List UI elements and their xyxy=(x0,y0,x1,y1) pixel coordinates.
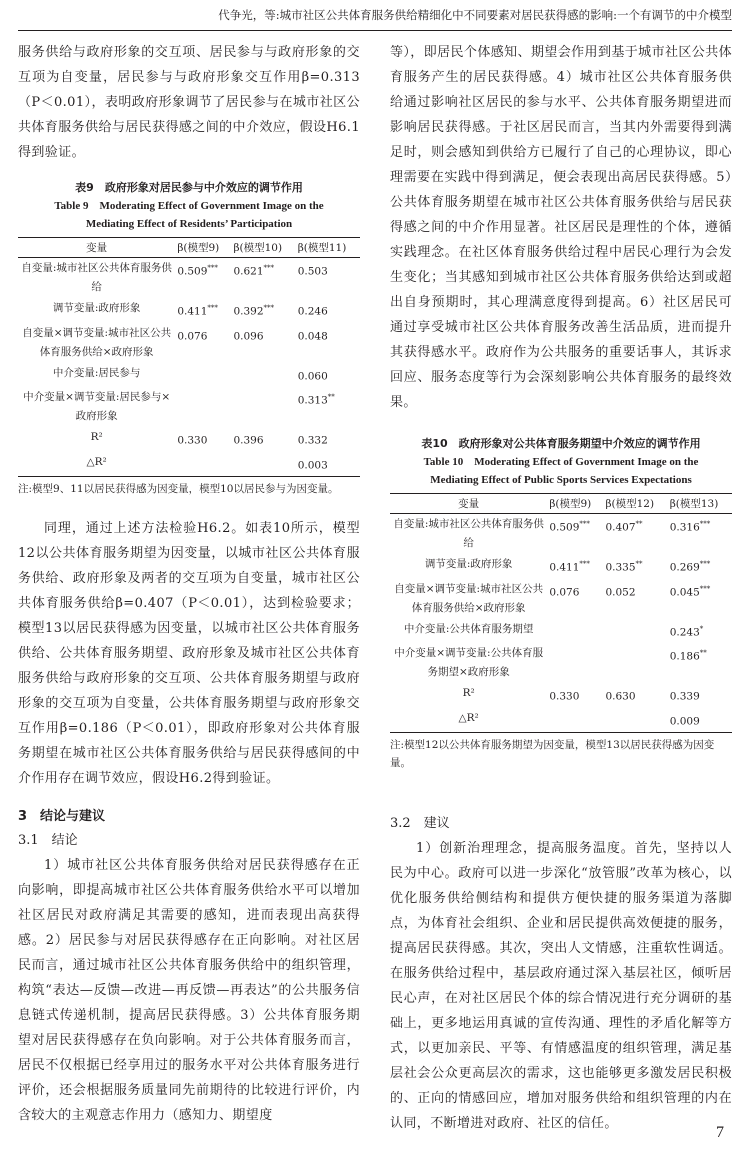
table-cell-variable: 自变量:城市社区公共体育服务供给 xyxy=(393,518,544,549)
coefficient: 0.060 xyxy=(297,370,328,382)
table-cell-value xyxy=(231,298,295,323)
table-cell-value xyxy=(603,708,667,733)
significance-stars: ** xyxy=(327,393,335,401)
significance-stars: *** xyxy=(207,304,218,312)
coefficient: 0.076 xyxy=(549,586,580,598)
coefficient: 0.246 xyxy=(297,305,328,318)
body-paragraph: 等），即居民个体感知、期望会作用到基于城市社区公共体育服务产生的居民获得感。4）城市社区公共体育服务供给通过影响社区居民的参与水平、公共体育服务期望进而影响居民获得感。于社区居民而言，当其内外需要得到满足时，则会感知到供给方已履行了自己的心理协议，即心理需要在实践中得到满足，便会表现出高居民获得感。5）公共体育服务期望在城市社区公共体育服务供给与居民获得感之间的中介作用显著。社区居民是理性的个体，遵循实践理念。在社区体育服务供给过程中居民心理行为会发生变化；当其感知到城市社区公共体育服务供给达到或超出自身预期时，其心理满意度得到提高。6）社区居民可通过享受城市社区公共体育服务改善生活品质，进而提升其获得感水平。政府作为公共服务的重要话事人，其诉求回应、服务态度等行为会深刻影响公共体育服务的最终效果。 xyxy=(390,45,732,410)
table-cell-value xyxy=(547,708,603,733)
significance-stars: *** xyxy=(699,560,711,568)
table-cell-value xyxy=(603,579,667,619)
table-cell-value xyxy=(231,452,295,477)
table-caption-en: Mediating Effect of Public Sports Services Expectations xyxy=(430,474,692,486)
body-paragraph: 1）创新治理理念，提高服务温度。首先，坚持以人民为中心。政府可以进一步深化“放管服”改革为核心，以优化服务供给侧结构和提供方便快捷的服务渠道为落脚点，为体育社会组织、企业和居民提供高效便捷的服务，提高居民获得感。其次，突出人文情感，注重软性调适。在服务供给过程中，基层政府通过深入基层社区，倾听居民心声，在对社区居民个体的综合情况进行充分调研的基础上，更多地运用真诚的宣传沟通、理性的矛盾化解等方式，以更加亲民、平等、有情感温度的组织管理，满足基层社会公众更高层次的需求，这也能够更多激发居民积极的、正向的情感回应，增加对服务供给和组织管理的内在认同，不断增进对政府、社区的信任。 xyxy=(390,841,732,1131)
significance-stars: *** xyxy=(699,584,711,593)
coefficient: 0.186 xyxy=(669,650,700,663)
table-cell-value xyxy=(547,643,603,683)
table-header: β(模型12) xyxy=(603,494,667,514)
significance-stars: ** xyxy=(635,560,643,568)
table-row xyxy=(390,643,732,683)
table-cell-value xyxy=(668,619,732,644)
table-cell-value xyxy=(668,643,732,683)
coefficient: 0.052 xyxy=(605,586,636,598)
subsection-heading: 3.2 建议 xyxy=(390,816,450,831)
table-cell-value xyxy=(175,387,231,427)
coefficient: 0.407 xyxy=(605,521,636,534)
table-cell-value xyxy=(231,363,295,388)
coefficient: 0.509 xyxy=(177,265,208,278)
table-cell-value xyxy=(175,258,231,299)
table-cell-value xyxy=(296,452,360,477)
significance-stars: *** xyxy=(699,520,711,528)
table-row xyxy=(390,683,732,708)
table-cell-value xyxy=(603,554,667,579)
table-row xyxy=(18,298,360,323)
table-cell-variable: 中介变量:公共体育服务期望 xyxy=(403,622,534,635)
table-cell-value xyxy=(296,363,360,388)
right-column xyxy=(390,40,732,1136)
table-header: 变量 xyxy=(390,494,547,514)
significance-stars: *** xyxy=(579,560,590,568)
table-note: 注:模型9、11以居民获得感为因变量，模型10以居民参与为因变量。 xyxy=(18,483,339,495)
table-cell-value xyxy=(668,579,732,619)
body-paragraph: 同理，通过上述方法检验H6.2。如表10所示，模型12以公共体育服务期望为因变量，以城市社区公共体育服务供给、政府形象及两者的交互项为自变量，城市社区公共体育服务供给β=0.407（P＜0.01），达到检验要求；模型13以居民获得感为因变量，以城市社区公共体育服务供给、公共体育服务期望、政府形象及城市社区公共体育服务供给与政府形象的交互项、公共体育服务期望与政府形象的交互项为自变量，公共体育服务期望与政府形象交互作用β=0.186（P＜0.01），即政府形象对公共体育服务期望在城市社区公共体育服务供给与居民获得感间的中介作用存在调节效应，假设H6.2得到验证。 xyxy=(18,521,360,786)
section-heading: 3 结论与建议 xyxy=(18,809,106,824)
table-cell-value xyxy=(603,619,667,644)
table-caption-en: Table 10 Moderating Effect of Government Image on the xyxy=(423,456,699,468)
coefficient: 0.335 xyxy=(605,561,636,574)
table-9 xyxy=(18,237,360,477)
significance-stars: ** xyxy=(699,649,707,657)
table-cell-variable: 中介变量:居民参与 xyxy=(52,366,141,379)
table-note: 注:模型12以公共体育服务期望为因变量，模型13以居民获得感为因变量。 xyxy=(390,739,715,769)
coefficient: 0.096 xyxy=(233,330,264,342)
table-cell-value xyxy=(547,554,603,579)
significance-stars: ** xyxy=(635,520,643,528)
table-cell-value xyxy=(296,298,360,323)
table-caption-en: Mediating Effect of Residents’ Participation xyxy=(85,218,293,230)
table-cell-value xyxy=(231,427,295,452)
table-header: β(模型10) xyxy=(231,238,295,258)
coefficient: 0.316 xyxy=(669,521,700,534)
table-cell-value xyxy=(547,683,603,708)
coefficient: 0.621 xyxy=(233,265,264,278)
coefficient: 0.003 xyxy=(297,459,328,471)
coefficient: 0.243 xyxy=(669,626,700,638)
table-cell-variable: △R² xyxy=(458,711,479,724)
table-cell-value xyxy=(547,619,603,644)
table-cell-value xyxy=(175,298,231,323)
table-cell-value xyxy=(296,427,360,452)
table-header: 变量 xyxy=(18,238,175,258)
coefficient: 0.509 xyxy=(549,521,580,534)
coefficient: 0.396 xyxy=(233,434,264,447)
coefficient: 0.009 xyxy=(669,715,700,727)
table-caption-cn: 表10 政府形象对公共体育服务期望中介效应的调节作用 xyxy=(421,437,701,450)
table-row xyxy=(18,387,360,427)
table-cell-value xyxy=(668,683,732,708)
significance-stars: *** xyxy=(263,304,274,312)
table-cell-value xyxy=(603,683,667,708)
table-row xyxy=(390,554,732,579)
table-row xyxy=(390,579,732,619)
table-cell-value xyxy=(603,643,667,683)
table-cell-value xyxy=(668,554,732,579)
coefficient: 0.630 xyxy=(605,690,636,703)
table-row xyxy=(18,258,360,299)
coefficient: 0.411 xyxy=(549,561,580,574)
table-header: β(模型9) xyxy=(175,238,231,258)
table-header: β(模型11) xyxy=(296,238,360,258)
table-cell-variable: 自变量×调节变量:城市社区公共体育服务供给×政府形象 xyxy=(22,326,172,358)
table-cell-value xyxy=(668,708,732,733)
coefficient: 0.330 xyxy=(549,690,580,703)
table-cell-variable: 中介变量×调节变量:公共体育服务期望×政府形象 xyxy=(394,647,544,678)
table-row xyxy=(18,427,360,452)
coefficient: 0.392 xyxy=(233,305,264,318)
table-cell-value xyxy=(668,514,732,555)
table-row xyxy=(390,514,732,555)
table-10 xyxy=(390,493,732,733)
table-cell-value xyxy=(175,323,231,363)
table-cell-variable: 自变量:城市社区公共体育服务供给 xyxy=(21,262,172,293)
coefficient: 0.045 xyxy=(669,586,700,598)
coefficient: 0.048 xyxy=(297,330,328,342)
table-cell-variable: R² xyxy=(462,687,475,699)
coefficient: 0.332 xyxy=(297,434,328,447)
coefficient: 0.076 xyxy=(177,330,208,342)
table-cell-value xyxy=(231,387,295,427)
body-paragraph: 1）城市社区公共体育服务供给对居民获得感存在正向影响，即提高城市社区公共体育服务供给水平可以增加社区居民对政府满足其需要的感知，进而表现出高获得感。2）居民参与对居民获得感存在正向影响。对社区居民而言，通过城市社区公共体育服务供给中的组织管理，构筑“表达—反馈—改进—再反馈—再表达”的公共服务信息链式传递机制，提高居民获得感。3）公共体育服务期望对居民获得感存在负向影响。对于公共体育服务而言，居民不仅根据已经享用过的服务水平对公共体育服务进行评价，还会根据服务质量同先前期待的比较进行评价，内含较大的主观意志作用力（感知力、期望度 xyxy=(18,858,360,1123)
table-cell-value xyxy=(175,363,231,388)
subsection-heading: 3.1 结论 xyxy=(18,833,78,848)
table-row xyxy=(390,708,732,733)
table-cell-value xyxy=(547,514,603,555)
table-cell-value xyxy=(296,258,360,299)
table-cell-value xyxy=(231,258,295,299)
table-row xyxy=(390,619,732,644)
table-row xyxy=(18,323,360,363)
body-paragraph: 服务供给与政府形象的交互项、居民参与与政府形象的交互项为自变量，居民参与与政府形象交互作用β=0.313（P＜0.01），表明政府形象调节了居民参与在城市社区公共体育服务供给与居民获得感之间的中介效应，假设H6.1得到验证。 xyxy=(18,45,360,160)
running-title: 代争光，等:城市社区公共体育服务供给精细化中不同要素对居民获得感的影响:一个有调节的中介模型 xyxy=(218,8,732,22)
table-cell-value xyxy=(547,579,603,619)
left-column xyxy=(18,40,360,1128)
coefficient: 0.330 xyxy=(177,434,208,447)
table-cell-variable: 调节变量:政府形象 xyxy=(424,558,513,570)
coefficient: 0.411 xyxy=(177,305,208,318)
coefficient: 0.269 xyxy=(669,561,700,574)
table-header: β(模型9) xyxy=(547,494,603,514)
table-cell-value xyxy=(231,323,295,363)
table-row xyxy=(18,452,360,477)
table-cell-value xyxy=(296,387,360,427)
coefficient: 0.503 xyxy=(297,265,328,278)
significance-stars: * xyxy=(699,624,704,633)
coefficient: 0.339 xyxy=(669,690,700,703)
table-caption-cn: 表9 政府形象对居民参与中介效应的调节作用 xyxy=(75,181,303,194)
page-number: 7 xyxy=(716,1124,724,1141)
significance-stars: *** xyxy=(263,264,274,272)
coefficient: 0.313 xyxy=(297,394,328,407)
significance-stars: *** xyxy=(579,520,590,528)
table-cell-variable: 自变量×调节变量:城市社区公共体育服务供给×政府形象 xyxy=(394,582,544,614)
significance-stars: *** xyxy=(207,264,218,272)
table-cell-variable: 中介变量×调节变量:居民参与×政府形象 xyxy=(23,391,171,422)
table-cell-value xyxy=(296,323,360,363)
running-header xyxy=(18,0,732,31)
table-cell-value xyxy=(175,452,231,477)
table-cell-value xyxy=(603,514,667,555)
table-cell-variable: 调节变量:政府形象 xyxy=(52,302,141,314)
table-header: β(模型13) xyxy=(668,494,732,514)
table-cell-variable: △R² xyxy=(86,455,107,468)
table-cell-value xyxy=(175,427,231,452)
table-row xyxy=(18,363,360,388)
table-caption-en: Table 9 Moderating Effect of Government Image on the xyxy=(54,200,324,212)
table-cell-variable: R² xyxy=(90,431,103,443)
